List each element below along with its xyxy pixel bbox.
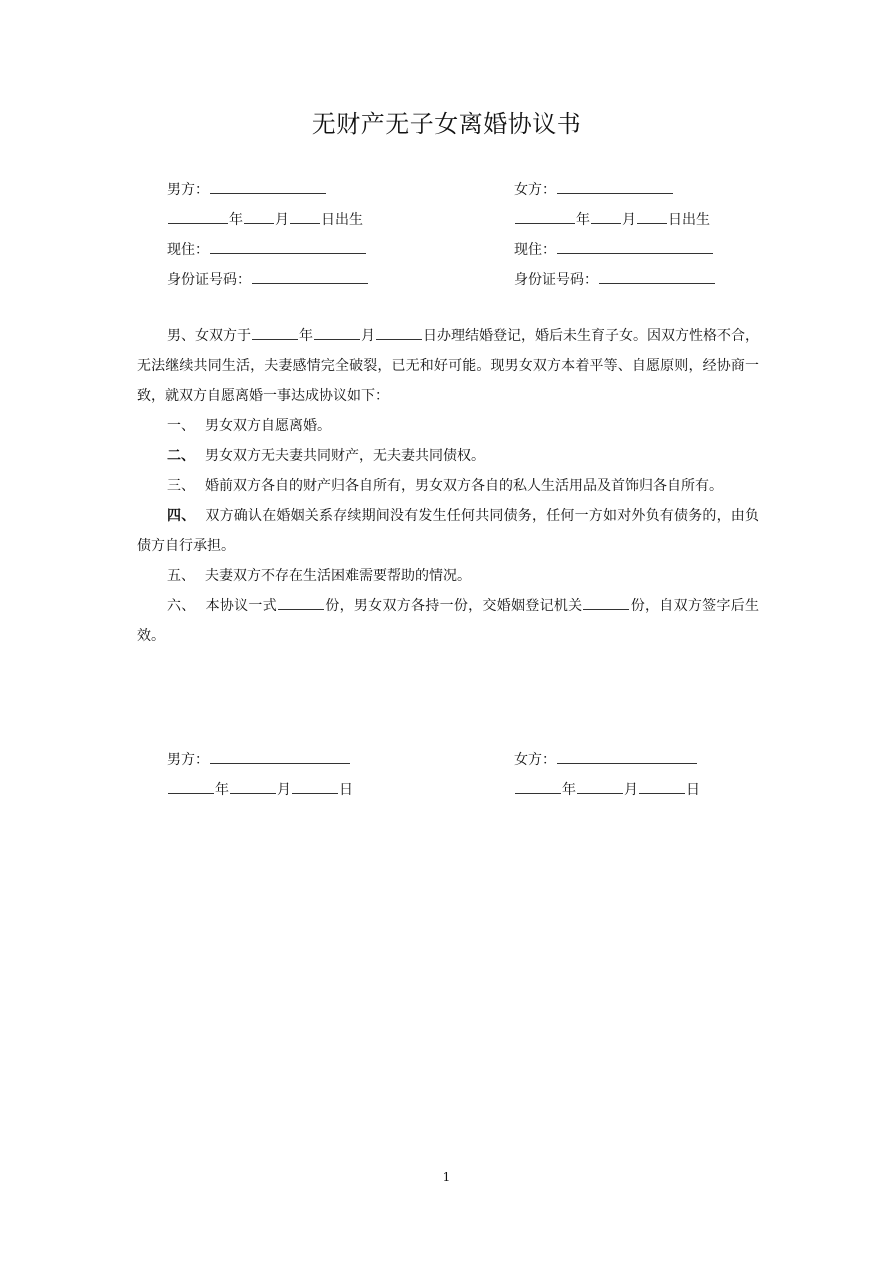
female-signature-date — [514, 777, 700, 800]
intro-year-label: 年 — [299, 328, 313, 344]
id-label: 身份证号码： — [167, 272, 251, 288]
clause-number: 五、 — [167, 568, 195, 584]
male-sign-day-blank[interactable] — [292, 777, 338, 794]
clause-text: 双方确认在婚姻关系存续期间没有发生任何共同债务，任何一方如对外负有债务的，由负债方自行承担。 — [137, 508, 760, 554]
female-birth-field — [514, 207, 710, 230]
intro-part2: 日办理结婚登记，婚后未生育子女。因双方性格不合，无法继续共同生活，夫妻感情完全破裂，已无和好可能。现男女双方本着平等、自愿原则，经协商一致，就双方自愿离婚一事达成协议如下： — [137, 328, 759, 404]
agreement-body — [137, 321, 759, 651]
female-birth-month-blank[interactable] — [591, 207, 621, 224]
clause-1 — [137, 411, 759, 441]
male-birth-year-blank[interactable] — [168, 207, 228, 224]
year-label: 年 — [576, 212, 590, 228]
signature-female-label: 女方： — [514, 752, 556, 768]
residence-label: 现住： — [167, 242, 209, 258]
birth-suffix: 日出生 — [668, 212, 710, 228]
year-label: 年 — [229, 212, 243, 228]
male-birth-month-blank[interactable] — [244, 207, 274, 224]
female-signature-field — [514, 747, 698, 770]
clause-text: 男女双方无夫妻共同财产，无夫妻共同债权。 — [205, 448, 485, 464]
copies-registry-blank[interactable] — [583, 593, 629, 610]
female-label: 女方： — [514, 182, 556, 198]
intro-month-label: 月 — [361, 328, 375, 344]
male-birth-day-blank[interactable] — [290, 207, 320, 224]
marriage-year-blank[interactable] — [252, 323, 298, 340]
marriage-day-blank[interactable] — [376, 323, 422, 340]
male-label: 男方： — [167, 182, 209, 198]
clause-number: 一、 — [167, 418, 195, 434]
male-id-field — [167, 267, 369, 290]
male-birth-field — [167, 207, 363, 230]
female-id-field — [514, 267, 716, 290]
clause-text: 婚前双方各自的财产归各自所有，男女双方各自的私人生活用品及首饰归各自所有。 — [205, 478, 723, 494]
female-sign-month-blank[interactable] — [577, 777, 623, 794]
male-signature-blank[interactable] — [210, 747, 350, 764]
female-birth-year-blank[interactable] — [515, 207, 575, 224]
month-label: 月 — [622, 212, 636, 228]
signature-male-label: 男方： — [167, 752, 209, 768]
clause-5 — [137, 561, 759, 591]
month-label: 月 — [275, 212, 289, 228]
male-name-blank[interactable] — [210, 177, 326, 194]
document-title: 无财产无子女离婚协议书 — [311, 110, 582, 138]
male-signature-date — [167, 777, 353, 800]
clause-3 — [137, 471, 759, 501]
clause-text: 夫妻双方不存在生活困难需要帮助的情况。 — [205, 568, 471, 584]
female-sign-year-blank[interactable] — [515, 777, 561, 794]
female-name-blank[interactable] — [557, 177, 673, 194]
sign-month-label: 月 — [624, 782, 638, 798]
clause-text-b: 份，男女双方各持一份，交婚姻登记机关 — [325, 598, 583, 614]
sign-day-label: 日 — [686, 782, 700, 798]
female-id-blank[interactable] — [599, 267, 715, 284]
male-residence-field — [167, 237, 367, 260]
clause-number: 三、 — [167, 478, 195, 494]
clause-number: 六、 — [167, 598, 196, 614]
female-name-field — [514, 177, 674, 200]
residence-label: 现住： — [514, 242, 556, 258]
male-id-blank[interactable] — [252, 267, 368, 284]
sign-day-label: 日 — [339, 782, 353, 798]
clause-text: 男女双方自愿离婚。 — [205, 418, 331, 434]
female-residence-field — [514, 237, 714, 260]
sign-month-label: 月 — [277, 782, 291, 798]
copies-total-blank[interactable] — [278, 593, 324, 610]
id-label: 身份证号码： — [514, 272, 598, 288]
marriage-month-blank[interactable] — [314, 323, 360, 340]
female-signature-blank[interactable] — [557, 747, 697, 764]
male-signature-field — [167, 747, 351, 770]
female-residence-blank[interactable] — [557, 237, 713, 254]
clause-text-c: 份，自双方签字后生效。 — [137, 598, 760, 644]
clause-2 — [137, 441, 759, 471]
page-number: 1 — [442, 1170, 451, 1184]
male-name-field — [167, 177, 327, 200]
sign-year-label: 年 — [562, 782, 576, 798]
birth-suffix: 日出生 — [321, 212, 363, 228]
male-sign-month-blank[interactable] — [230, 777, 276, 794]
clause-6 — [137, 591, 759, 651]
clause-number: 四、 — [167, 508, 196, 524]
female-birth-day-blank[interactable] — [637, 207, 667, 224]
intro-paragraph — [137, 321, 759, 411]
clause-4 — [137, 501, 759, 561]
female-sign-day-blank[interactable] — [639, 777, 685, 794]
male-sign-year-blank[interactable] — [168, 777, 214, 794]
sign-year-label: 年 — [215, 782, 229, 798]
intro-part1: 男、女双方于 — [167, 328, 251, 344]
clause-number: 二、 — [167, 448, 195, 464]
male-residence-blank[interactable] — [210, 237, 366, 254]
clause-text-a: 本协议一式 — [205, 598, 278, 614]
